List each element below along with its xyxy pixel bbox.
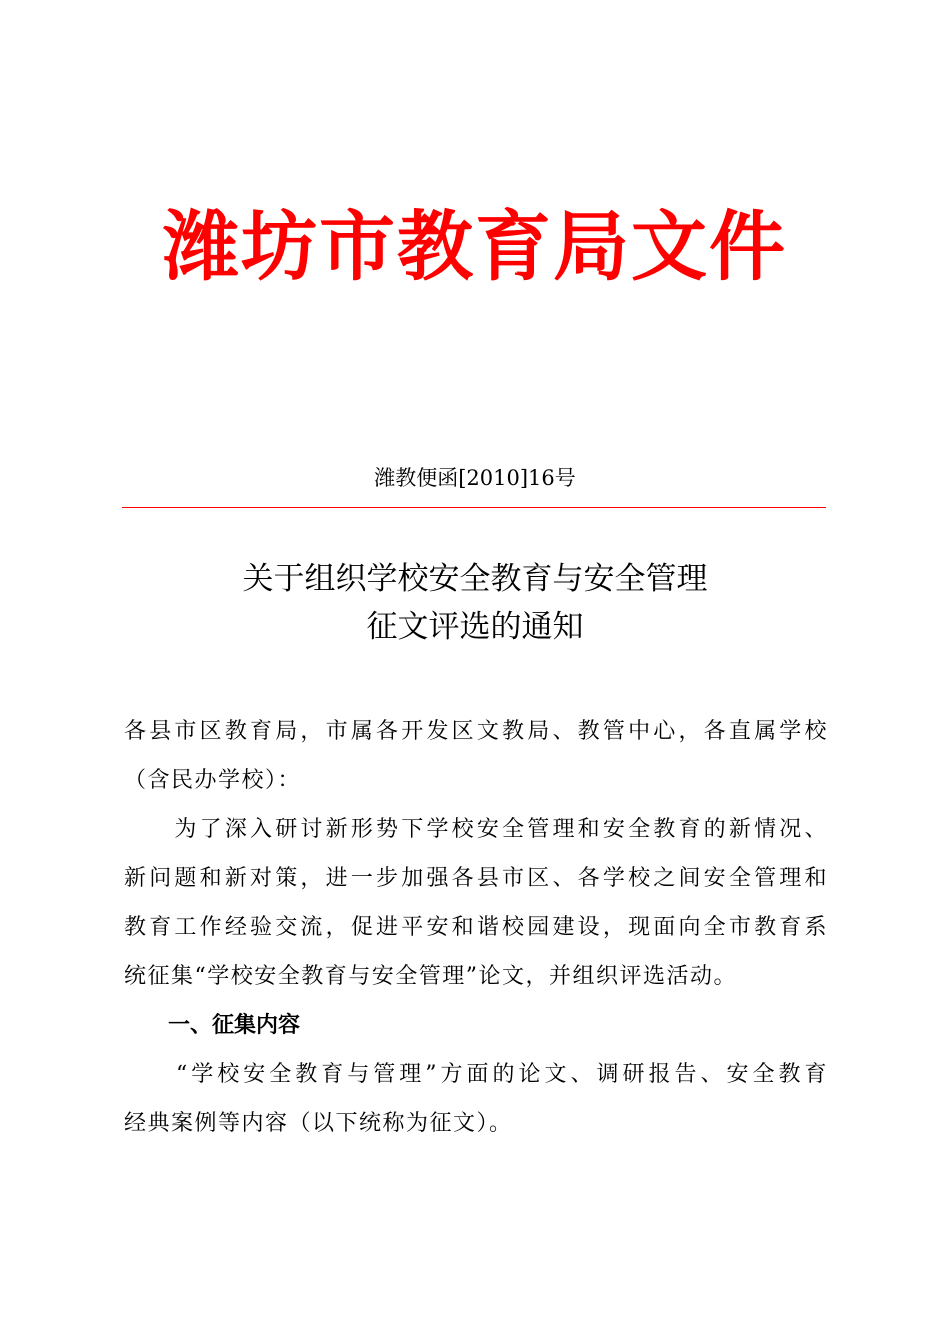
addressee-line-2: （含民办学校）： bbox=[124, 768, 302, 793]
section-1-paragraph bbox=[124, 1050, 828, 1148]
intro-line-2: 新问题和新对策，进一步加强各县市区、各学校之间安全管理和 bbox=[124, 866, 828, 891]
intro-line-3: 教育工作经验交流，促进平安和谐校园建设，现面向全市教育系 bbox=[124, 915, 828, 940]
addressee-line-1: 各县市区教育局，市属各开发区文教局、教管中心，各直属学校 bbox=[124, 719, 828, 744]
document-number: 潍教便函[2010]16号 bbox=[374, 466, 576, 490]
section-1-line-1: “学校安全教育与管理”方面的论文、调研报告、安全教育 bbox=[124, 1062, 828, 1087]
intro-line-1: 为了深入研讨新形势下学校安全管理和安全教育的新情况、 bbox=[124, 817, 828, 842]
notice-title-line-2: 征文评选的通知 bbox=[366, 609, 584, 645]
addressee bbox=[124, 707, 828, 805]
intro-line-4: 统征集“学校安全教育与安全管理”论文，并组织评选活动。 bbox=[124, 964, 737, 989]
document-header-title: 潍坊市教育局文件 bbox=[163, 202, 787, 291]
red-divider-line bbox=[122, 507, 826, 508]
notice-title-line-1: 关于组织学校安全教育与安全管理 bbox=[242, 561, 708, 597]
section-heading-1: 一、征集内容 bbox=[168, 1013, 301, 1038]
notice-title bbox=[120, 555, 830, 651]
section-1-line-2: 经典案例等内容（以下统称为征文）。 bbox=[124, 1111, 513, 1136]
intro-paragraph bbox=[124, 805, 828, 1001]
document-body bbox=[124, 707, 828, 1148]
